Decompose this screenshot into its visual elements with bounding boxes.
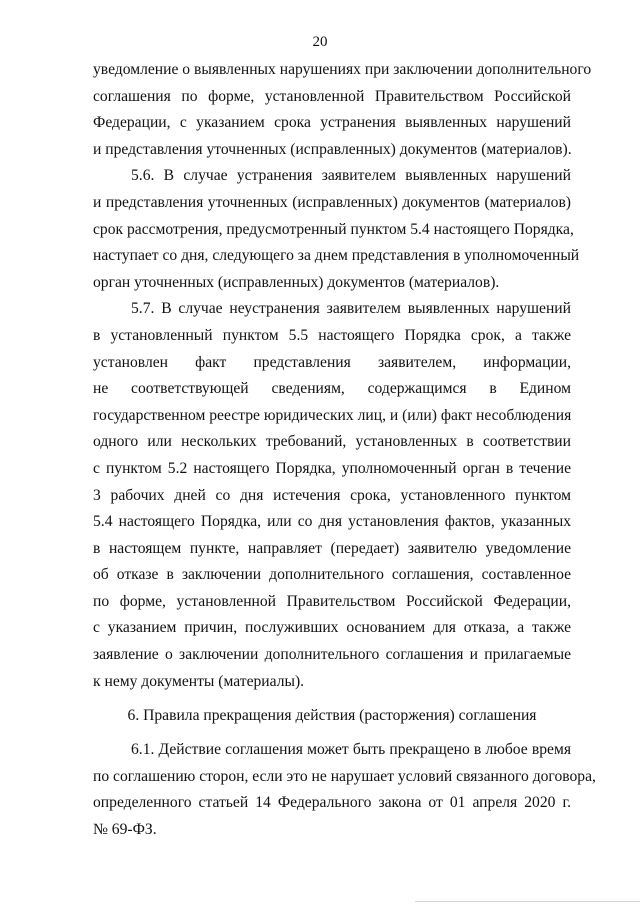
text-line: 6.1. Действие соглашения может быть прекращено в любое время — [131, 741, 571, 759]
text-line: 5.4 настоящего Порядка, или со дня установления фактов, указанных — [93, 513, 571, 531]
text-line: с указанием причин, послуживших основанием для отказа, а также — [93, 619, 571, 637]
section-heading: 6. Правила прекращения действия (расторжения) соглашения — [127, 707, 537, 725]
paragraph — [93, 163, 580, 296]
text-line: об отказе в заключении дополнительного соглашения, составленное — [93, 566, 571, 584]
text-line: 5.6. В случае устранения заявителем выявленных нарушений — [131, 167, 571, 185]
text-line: по форме, установленной Правительством Российской Федерации, — [93, 592, 571, 610]
page-number: 20 — [312, 34, 328, 50]
text-line: государственном реестре юридических лиц, и (или) факт несоблюдения — [93, 406, 572, 424]
text-line: заявление о заключении дополнительного соглашения и прилагаемые — [93, 646, 571, 664]
document-body — [93, 57, 596, 844]
text-line: 5.7. В случае неустранения заявителем выявленных нарушений — [131, 300, 571, 318]
text-line: установлен факт представления заявителем, информации, — [93, 353, 571, 371]
paragraph — [93, 57, 592, 163]
text-line: № 69-ФЗ. — [93, 821, 157, 839]
text-line: по соглашению сторон, если это не нарушает условий связанного договора, — [93, 767, 596, 785]
text-line: определенного статьей 14 Федерального закона от 01 апреля 2020 г. — [93, 794, 571, 812]
text-line: Федерации, с указанием срока устранения выявленных нарушений — [93, 114, 571, 132]
text-line: 3 рабочих дней со дня истечения срока, установленного пунктом — [93, 486, 571, 504]
text-line: срок рассмотрения, предусмотренный пунктом 5.4 настоящего Порядка, — [93, 220, 574, 238]
text-line: орган уточненных (исправленных) документов (материалов). — [93, 273, 500, 291]
text-line: к нему документы (материалы). — [93, 672, 305, 690]
text-line: наступает со дня, следующего за днем представления в уполномоченный — [93, 247, 580, 265]
text-line: не соответствующей сведениям, содержащимся в Едином — [93, 380, 571, 398]
text-line: одного или нескольких требований, установленных в соответствии — [93, 433, 571, 451]
text-line: уведомление о выявленных нарушениях при заключении дополнительного — [93, 61, 592, 78]
text-line: в настоящем пункте, направляет (передает) заявителю уведомление — [93, 539, 571, 557]
text-line: и представления уточненных (исправленных) документов (материалов) — [93, 193, 571, 211]
text-line: в установленный пунктом 5.5 настоящего Порядка срок, а также — [93, 326, 571, 344]
paragraph — [93, 737, 596, 843]
text-line: с пунктом 5.2 настоящего Порядка, уполномоченный орган в течение — [93, 459, 571, 477]
scan-edge-line — [415, 901, 640, 902]
paragraph — [93, 296, 571, 695]
text-line: соглашения по форме, установленной Правительством Российской — [93, 87, 571, 105]
text-line: и представления уточненных (исправленных) документов (материалов). — [93, 140, 572, 158]
